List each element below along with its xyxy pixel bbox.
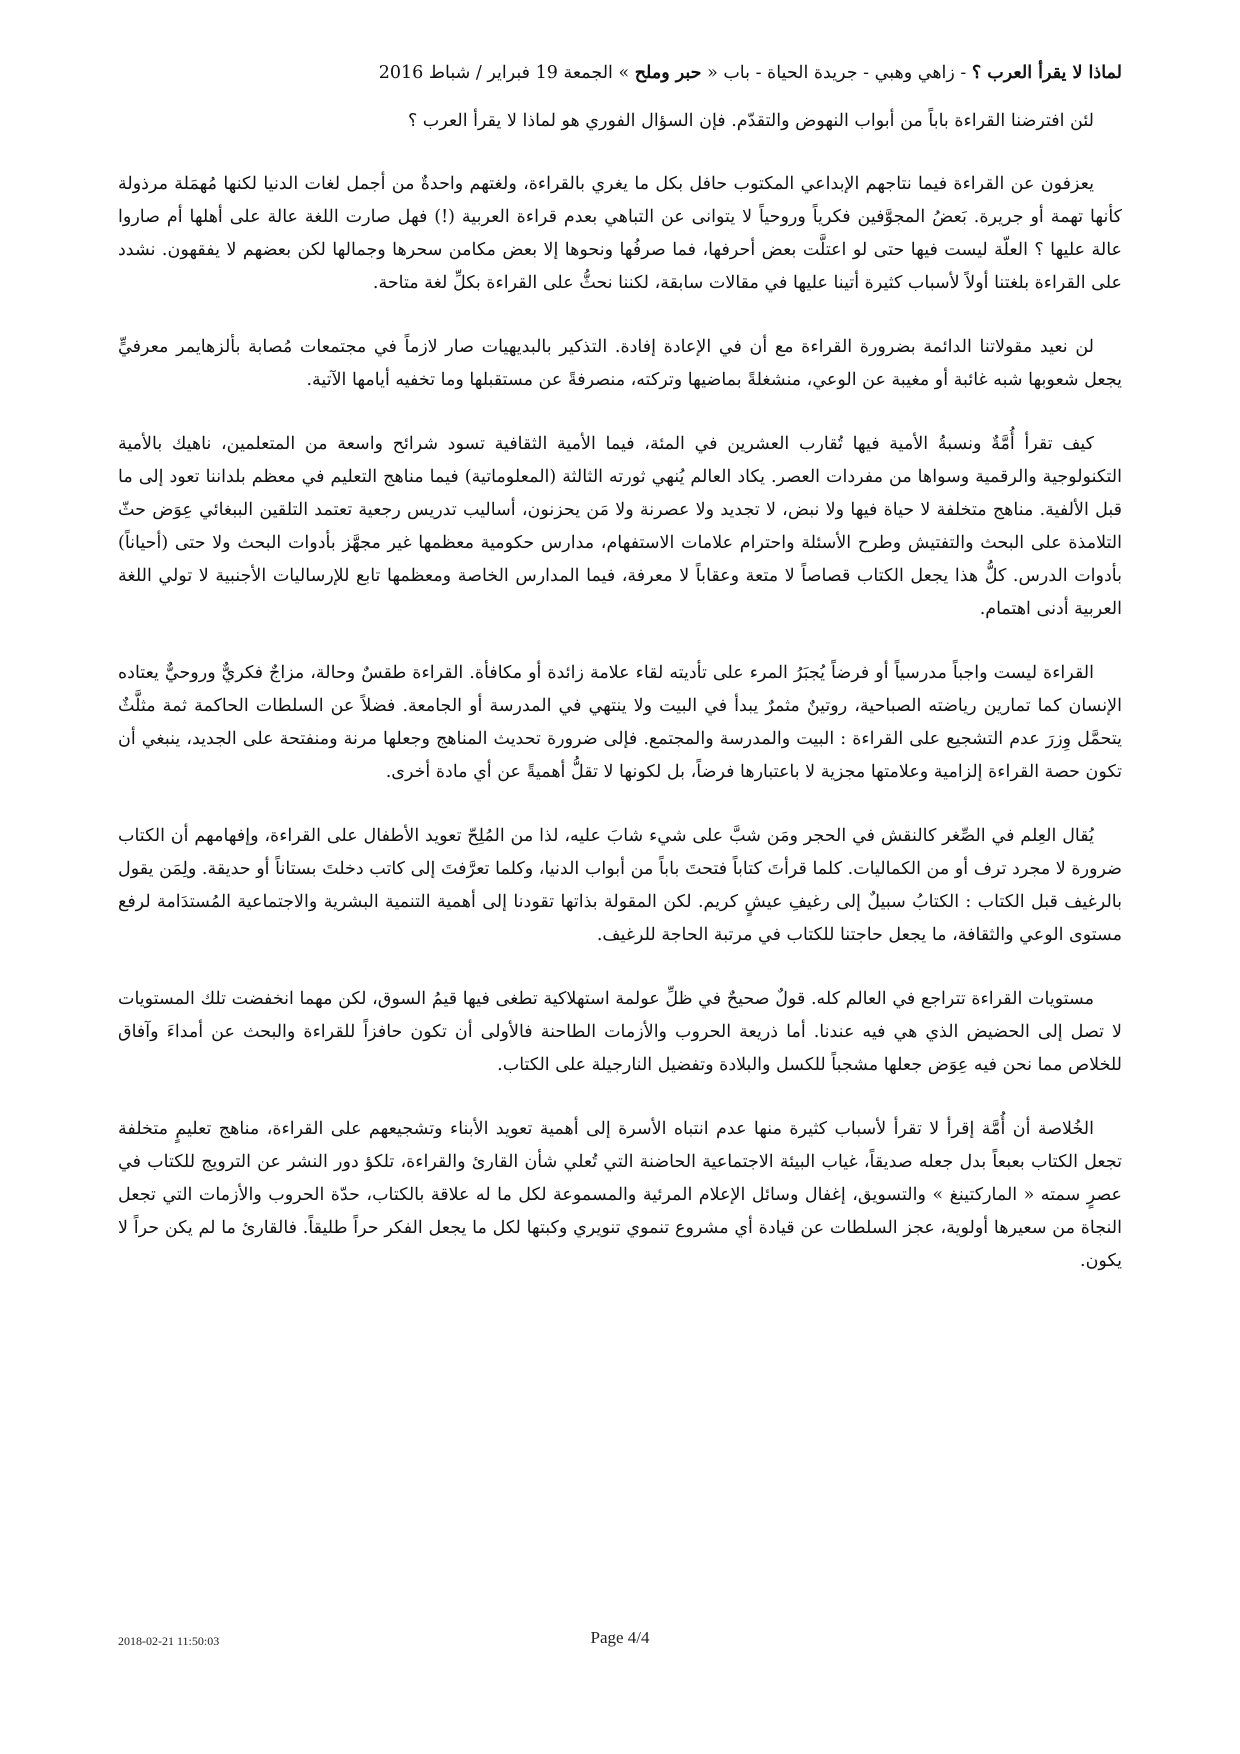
footer-page-number: Page 4/4: [590, 1628, 650, 1647]
body-paragraph-5: يُقال العِلم في الصِّغر كالنقش في الحجر ومَن شبَّ على شيء شابَ عليه، لذا من المُلِحّ تعويد الأطفال على القراءة، وإفهامهم أن الكتاب ضرورة لا مجرد ترف أو من الكماليات. كلما قرأتَ كتاباً فتحتَ باباً من أبواب الدنيا، وكلما تعرَّفتَ إلى كاتب دخلتَ بستاناً أو حديقة. ولِمَن يقول بالرغيف قبل الكتاب : الكتابُ سبيلٌ إلى رغيفِ عيشٍ كريم. لكن المقولة بذاتها تقودنا إلى أهمية التنمية البشرية والاجتماعية المُستدَامة لرفع مستوى الوعي والثقافة، ما يجعل حاجتنا للكتاب في مرتبة الحاجة للرغيف.: [118, 826, 1122, 945]
body-paragraph-4: القراءة ليست واجباً مدرسياً أو فرضاً يُجبَرُ المرء على تأديته لقاء علامة زائدة أو مكافأة. القراءة طقسٌ وحالة، مزاجٌ فكريٌّ وروحيٌّ يعتاده الإنسان كما تمارين رياضته الصباحية، روتينٌ مثمرٌ يبدأ في البيت ولا ينتهي في المدرسة أو الجامعة. فضلاً عن السلطات الحاكمة ثمة مثلَّثٌ يتحمَّل وِزرَ عدم التشجيع على القراءة : البيت والمدرسة والمجتمع. فإلى ضرورة تحديث المناهج وجعلها مرنة ومنفتحة على الجديد، ينبغي أن تكون حصة القراءة إلزامية وعلامتها مجزية لا باعتبارها فرضاً، بل لكونها لا تقلُّ أهميةً عن أي مادة أخرى.: [118, 663, 1122, 782]
article-header: [118, 58, 1122, 88]
header-date: » الجمعة 19 فبراير / شباط 2016: [378, 63, 635, 83]
body-paragraph-1: يعزفون عن القراءة فيما نتاجهم الإبداعي المكتوب حافل بكل ما يغري بالقراءة، ولغتهم واحدةٌ من أجمل لغات الدنيا لكنها مُهمَلة مرذولة كأنها تهمة أو جريرة. بَعضُ المجوَّفين فكرياً وروحياً لا يتوانى عن التباهي بعدم قراءة العربية (!) فهل صارت اللغة عالة على أهلها أم صاروا عالة عليها ؟ العلّة ليست فيها حتى لو اعتلَّت بعض أحرفها، فما صرفُها ونحوها إلا بعض مكامن سحرها وجمالها لكن بعضهم لا يفقهون. نشدد على القراءة بلغتنا أولاً لأسباب كثيرة أتينا عليها في مقالات سابقة، لكننا نحثُّ على القراءة بكلِّ لغة متاحة.: [118, 174, 1122, 293]
footer-timestamp: 2018-02-21 11:50:03: [118, 1634, 220, 1648]
article-title: لماذا لا يقرأ العرب ؟: [971, 63, 1122, 83]
header-section: حبر وملح: [634, 63, 702, 83]
body-paragraph-7: الخُلاصة أن أُمَّة إقرأ لا تقرأ لأسباب كثيرة منها عدم انتباه الأسرة إلى أهمية تعويد الأبناء وتشجيعهم على القراءة، مناهج تعليمٍ متخلفة تجعل الكتاب بعبعاً بدل جعله صديقاً، غياب البيئة الاجتماعية الحاضنة التي تُعلي شأن القارئ والقراءة، تلكؤ دور النشر عن الترويج للكتاب في عصرٍ سمته « الماركتينغ » والتسويق، إغفال وسائل الإعلام المرئية والمسموعة لكل ما له علاقة بالكتاب، حدّة الحروب والأزمات التي تجعل النجاة من سعيرها أولوية، عجز السلطات عن قيادة أي مشروع تنموي تنويري وكبتها لكل ما يجعل الفكر حراً طليقاً. فالقارئ ما لم يكن حراً لا يكون.: [118, 1119, 1122, 1271]
article-content: [118, 58, 1122, 1309]
body-paragraph-2: لن نعيد مقولاتنا الدائمة بضرورة القراءة مع أن في الإعادة إفادة. التذكير بالبديهيات صار لازماً في مجتمعات مُصابة بألزهايمر معرفيٍّ يجعل شعوبها شبه غائبة أو مغيبة عن الوعي، منشغلةً بماضيها وتركته، منصرفةً عن مستقبلها وما تخفيه أيامها الآتية.: [118, 337, 1122, 390]
intro-paragraph: لئن افترضنا القراءة باباً من أبواب النهوض والتقدّم. فإن السؤال الفوري هو لماذا لا يقرأ العرب ؟: [407, 111, 1094, 131]
body-paragraph-3: كيف تقرأ أُمَّةٌ ونسبةُ الأمية فيها تُقارب العشرين في المئة، فيما الأمية الثقافية تسود شرائح واسعة من المتعلمين، ناهيك بالأمية التكنولوجية والرقمية وسواها من مفردات العصر. يكاد العالم يُنهي ثورته الثالثة (المعلوماتية) فيما مناهج التعليم في معظم بلداننا تعود إلى ما قبل الألفية. مناهج متخلفة لا حياة فيها ولا نبض، لا تجديد ولا عصرنة ولا مَن يحزنون، أساليب تدريس رجعية تعتمد التلقين الببغائي عِوَض حثّ التلامذة على البحث والتفتيش وطرح الأسئلة واحترام علامات الاستفهام، مدارس حكومية معظمها غير مجهَّز بأدوات البحث ولا حتى (أحياناً) بأدوات الدرس. كلُّ هذا يجعل الكتاب قصاصاً لا متعة وعقاباً لا معرفة، فيما المدارس الخاصة ومعظمها تابع للإرساليات الأجنبية لا تولي اللغة العربية أدنى اهتمام.: [118, 434, 1122, 619]
body-paragraph-6: مستويات القراءة تتراجع في العالم كله. قولٌ صحيحٌ في ظلِّ عولمة استهلاكية تطغى فيها قيمُ السوق، لكن مهما انخفضت تلك المستويات لا تصل إلى الحضيض الذي هي فيه عندنا. أما ذريعة الحروب والأزمات الطاحنة فالأولى أن تكون حافزاً للقراءة والبحث عن أمداءَ وآفاق للخلاص مما نحن فيه عِوَض جعلها مشجباً للكسل والبلادة وتفضيل النارجيلة على الكتاب.: [118, 989, 1122, 1075]
header-source: - زاهي وهبي - جريدة الحياة - باب «: [701, 63, 972, 83]
